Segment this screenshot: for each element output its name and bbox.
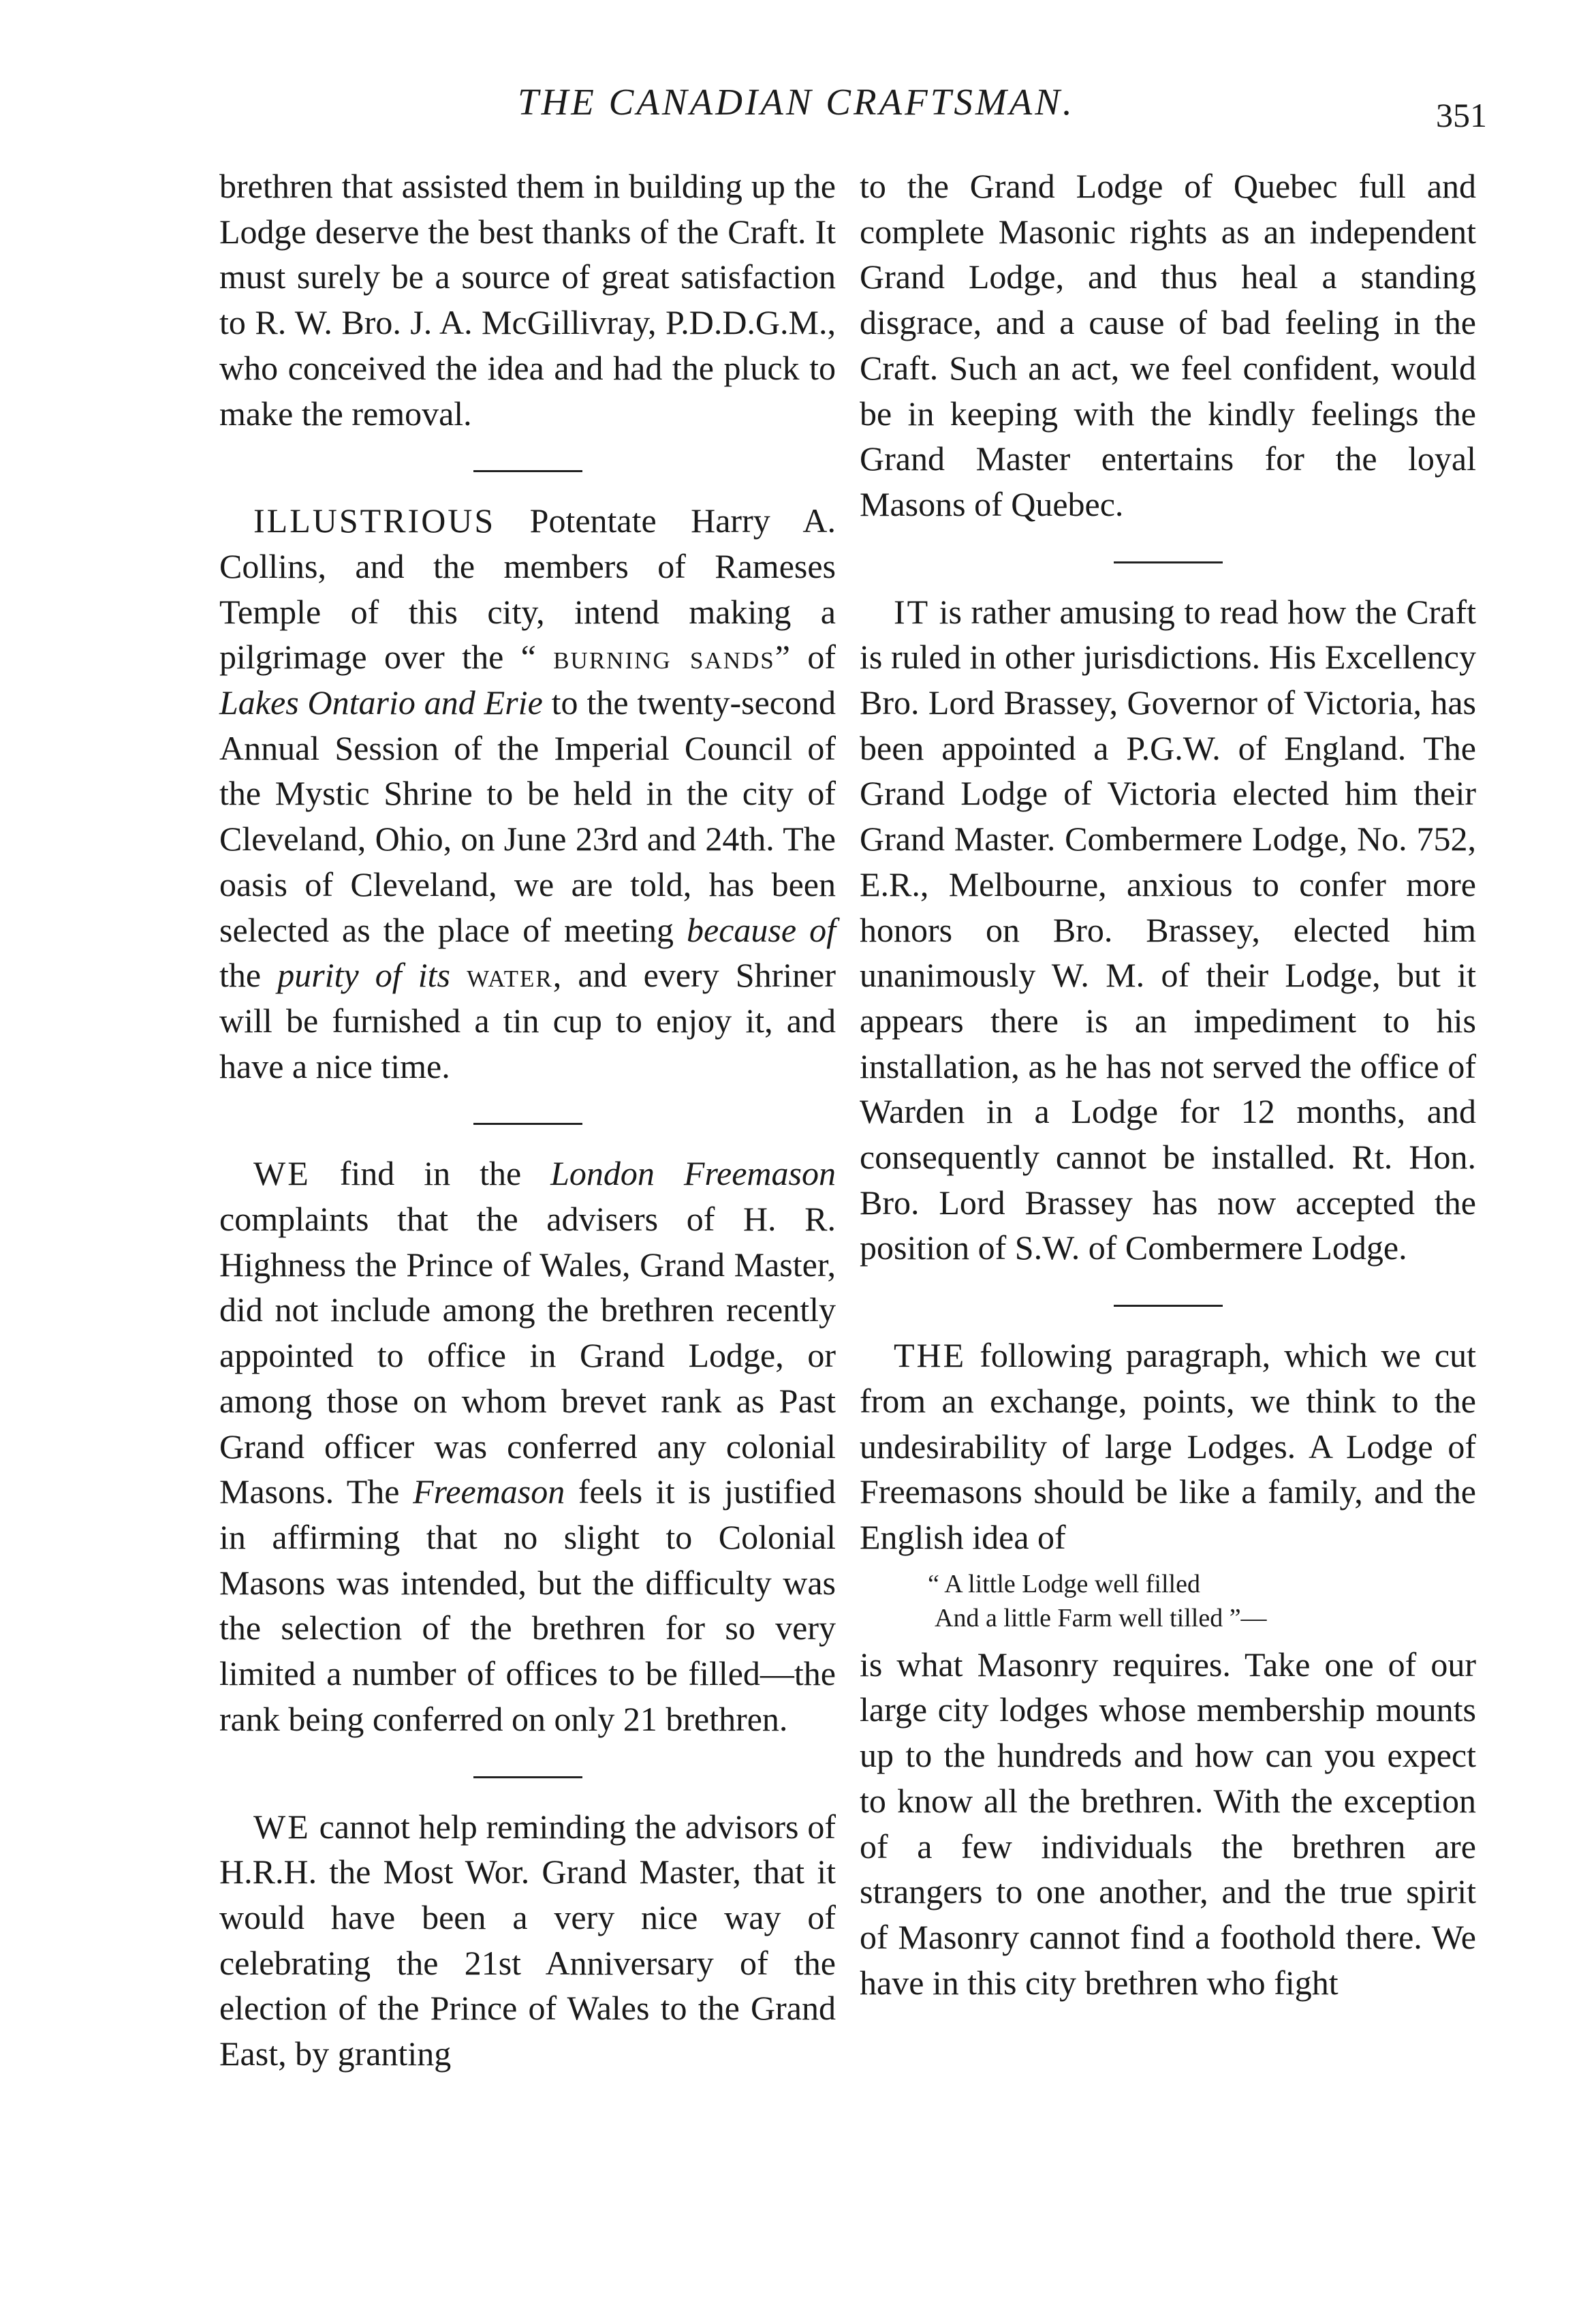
italic-freemason: Freemason bbox=[413, 1472, 565, 1511]
left-column bbox=[219, 164, 836, 2077]
paragraph-large-lodges: THE following paragraph, which we cut from an exchange, points, we think to the undesirability of large Lodges. A Lodge of Freemasons should be like a family, and the English idea of bbox=[860, 1336, 1476, 1556]
verse-quote bbox=[860, 1567, 1476, 1635]
burning-sands-text: burning sands bbox=[553, 638, 775, 677]
running-title: THE CANADIAN CRAFTSMAN. bbox=[518, 81, 1075, 123]
italic-lakes: Lakes Ontario and Erie bbox=[219, 683, 543, 722]
paragraph-lead: WE bbox=[253, 1807, 311, 1846]
section-divider bbox=[1114, 1305, 1223, 1307]
paragraph-lead: ILLUSTRIOUS bbox=[253, 501, 496, 540]
verse-line-2: And a little Farm well tilled ”— bbox=[935, 1603, 1267, 1632]
right-column bbox=[860, 164, 1476, 2005]
paragraph-lead: IT bbox=[894, 592, 930, 631]
italic-because: because of bbox=[687, 910, 836, 949]
paragraph-quebec-rights: to the Grand Lodge of Quebec full and complete Masonic rights as an independent Grand Lodge, and thus heal a standing disgrace, and a cause of bad feeling in the Craft. Such an act, we feel confident, would be in keeping with the kindly feelings the Grand Master entertains for the loyal Masons of Quebec. bbox=[860, 167, 1476, 523]
page-number: 351 bbox=[1436, 96, 1487, 134]
section-divider bbox=[473, 1123, 582, 1125]
italic-london-freemason: London Freemason bbox=[550, 1154, 836, 1193]
paragraph-lord-brassey: IT is rather amusing to read how the Craft is ruled in other jurisdictions. His Excellency Bro. Lord Brassey, Governor of Victoria, has been appointed a P.G.W. of England. The Grand Lodge of Victoria elected him their Grand Master. Combermere Lodge, No. 752, E.R., Melbourne, anxious to confer more honors on Bro. Brassey, elected him unanimously W. M. of their Lodge, but it appears there is an impediment to his installation, as he has not served the office of Warden in a Lodge for 12 months, and consequently cannot be installed. Rt. Hon. Bro. Lord Brassey has now accepted the position of S.W. of Combermere Lodge. bbox=[860, 592, 1476, 1267]
paragraph-lodge-removal: brethren that assisted them in building up the Lodge deserve the best thanks of the Craft. It must surely be a source of great satisfaction to R. W. Bro. J. A. McGillivray, P.D.D.G.M., who conceived the idea and had the pluck to make the removal. bbox=[219, 167, 836, 433]
paragraph-london-freemason: WE find in the London Freemason complaints that the advisers of H. R. Highness the Prince of Wales, Grand Master, did not include among the brethren recently appointed to office in Grand Lodge, or among those on whom brevet rank as Past Grand officer was conferred any colonial Masons. The Freemason feels it is justified in affirming that no slight to Colonial Masons was intended, but the difficulty was the selection of the brethren for so very limited a number of offices to be filled—the rank being conferred on only 21 brethren. bbox=[219, 1154, 836, 1738]
paragraph-lead: WE bbox=[253, 1154, 311, 1193]
paragraph-lead: THE bbox=[894, 1336, 967, 1375]
section-divider bbox=[473, 470, 582, 472]
verse-line-1: “ A little Lodge well filled bbox=[928, 1569, 1200, 1598]
paragraph-shrine-pilgrimage: ILLUSTRIOUS Potentate Harry A. Collins, and the members of Rameses Temple of this city, intend making a pilgrimage over the “ burning sands” of Lakes Ontario and Erie to the twenty-second Annual Session of the Imperial Council of the Mystic Shrine to be held in the city of Cleveland, Ohio, on June 23rd and 24th. The oasis of Cleveland, we are told, has been selected as the place of meeting because of the purity of its water, and every Shriner will be furnished a tin cup to enjoy it, and have a nice time. bbox=[219, 501, 836, 1085]
paragraph-reminding-advisors: WE cannot help reminding the advisors of H.R.H. the Most Wor. Grand Master, that it would have been a very nice way of celebrating the 21st Anniversary of the election of the Prince of Wales to the Grand East, by granting bbox=[219, 1807, 836, 2073]
section-divider bbox=[1114, 561, 1223, 563]
water-text: water bbox=[467, 956, 553, 995]
paragraph-masonry-requires: is what Masonry requires. Take one of our large city lodges whose membership mounts up to the hundreds and how can you expect to know all the brethren. With the exception of a few individuals the brethren are strangers to one another, and the true spirit of Masonry cannot find a foothold there. We have in this city brethren who fight bbox=[860, 1645, 1476, 2002]
section-divider bbox=[473, 1776, 582, 1778]
italic-purity: purity of its bbox=[277, 956, 450, 995]
